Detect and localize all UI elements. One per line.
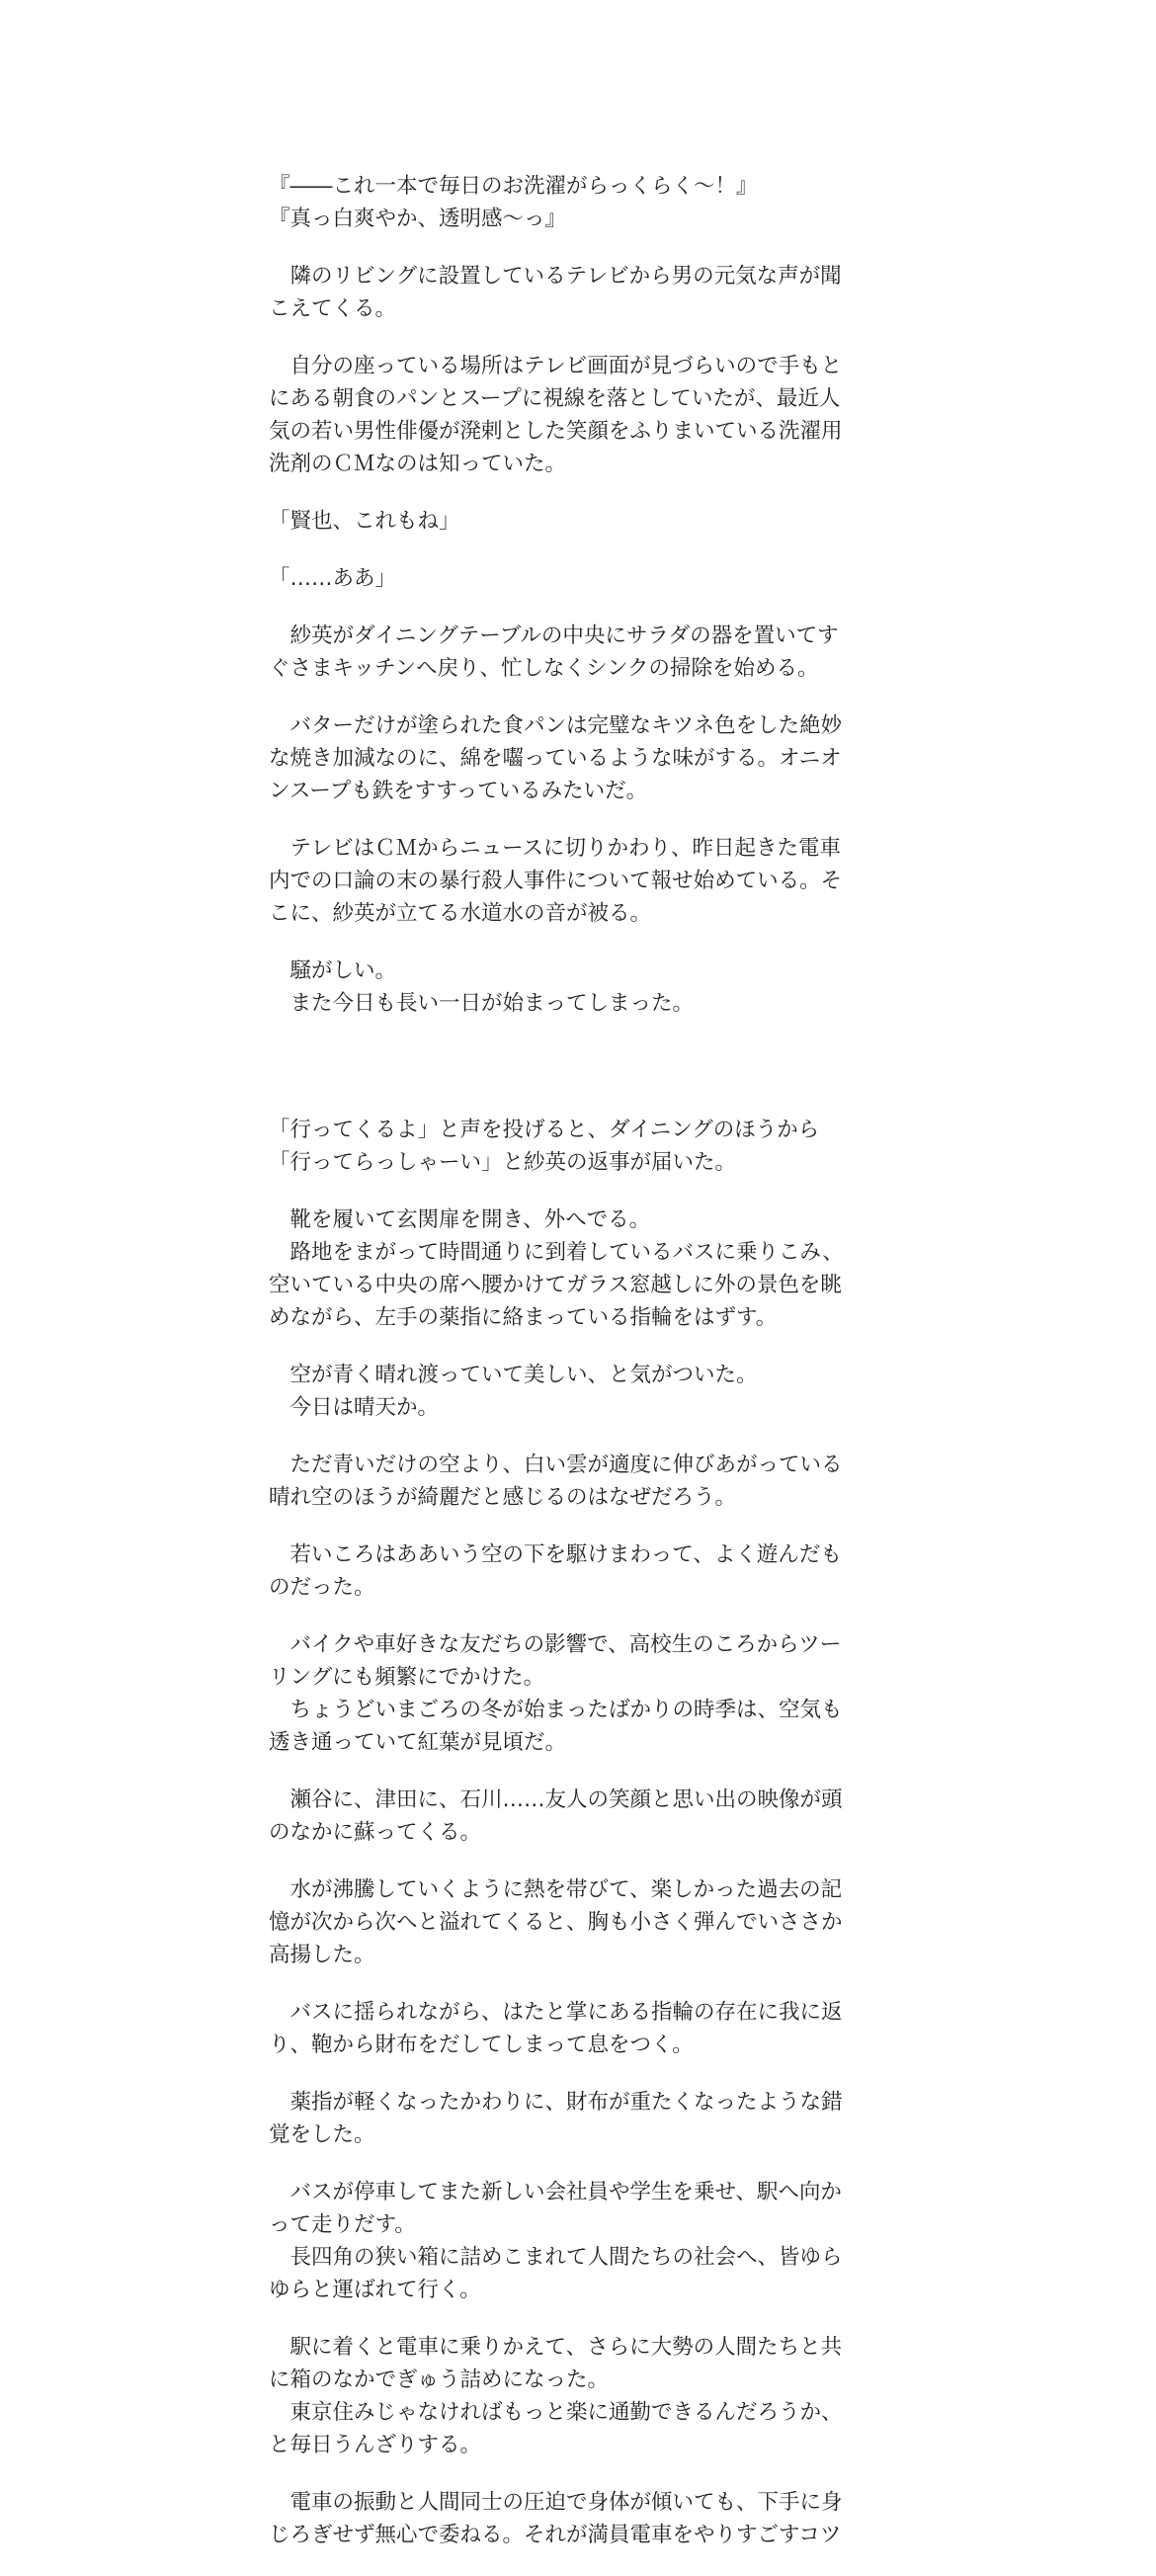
text-line: 『――これ一本で毎日のお洗濯がらっくらく～！』	[269, 174, 758, 199]
text-line: ゆらと運ばれて行く。	[269, 2278, 481, 2302]
text-line: バイクや車好きな友だちの影響で、高校生のころからツー	[269, 1632, 842, 1657]
text-line: 「……ああ」	[269, 566, 397, 591]
text-line: ちょうどいまごろの冬が始まったばかりの時季は、空気も	[269, 1698, 843, 1722]
text-line: 長四角の狭い箱に詰めこまれて人間たちの社会へ、皆ゆら	[269, 2245, 843, 2270]
text-line: 隣のリビングに設置しているテレビから男の元気な声が聞	[269, 264, 842, 289]
text-line: 高揚した。	[269, 1943, 375, 1967]
text-line: 空いている中央の席へ腰かけてガラス窓越しに外の景色を眺	[269, 1273, 842, 1297]
text-line: 自分の座っている場所はテレビ画面が見づらいので手もと	[269, 354, 843, 378]
text-line: 透き通っていて紅葉が見頃だ。	[269, 1730, 567, 1755]
text-line: ンスープも鉄をすすっているみたいだ。	[269, 779, 648, 803]
text-line: 紗英がダイニングテーブルの中央にサラダの器を置いてす	[269, 623, 839, 648]
text-line: 駅に着くと電車に乗りかえて、さらに大勢の人間たちと共	[269, 2335, 843, 2360]
text-line: って走りだす。	[269, 2212, 416, 2237]
text-line: バスが停車してまた新しい会社員や学生を乗せ、駅へ向か	[269, 2180, 842, 2204]
paragraph	[269, 2176, 887, 2306]
text-line: のなかに蘇ってくる。	[269, 1820, 482, 1845]
paragraph	[269, 955, 887, 1020]
text-line: 電車の振動と人間同士の圧迫で身体が傾いても、下手に身	[269, 2490, 843, 2515]
paragraph	[269, 832, 887, 930]
text-line: めながら、左手の薬指に絡まっている指輪をはずす。	[269, 1305, 778, 1330]
text-line: 靴を履いて玄関扉を開き、外へでる。	[269, 1207, 651, 1232]
text-line: 洗剤のＣＭなのは知っていた。	[269, 452, 567, 476]
text-line: にある朝食のパンとスープに視線を落としていたが、最近人	[269, 386, 841, 411]
paragraph	[269, 2331, 887, 2461]
paragraph	[269, 170, 887, 235]
text-line: 「行ってらっしゃーい」と紗英の返事が届いた。	[269, 1150, 737, 1175]
text-line: 騒がしい。	[269, 958, 397, 983]
text-line: と毎日うんざりする。	[269, 2433, 482, 2457]
text-line: 水が沸騰していくように熱を帯びて、楽しかった過去の記	[269, 1877, 843, 1902]
paragraph	[269, 350, 887, 480]
text-line: ただ青いだけの空より、白い雲が適度に伸びあがっている	[269, 1453, 843, 1477]
text-line: 東京住みじゃなければもっと楽に通勤できるんだろうか、	[269, 2400, 843, 2425]
text-line: バターだけが塗られた食パンは完璧なキツネ色をした絶妙	[269, 713, 843, 738]
text-line: 内での口論の末の暴行殺人事件について報せ始めている。そ	[269, 869, 843, 893]
paragraph	[269, 1359, 887, 1424]
text-line: 空が青く晴れ渡っていて美しい、と気がついた。	[269, 1363, 758, 1387]
scene-break	[269, 1044, 887, 1114]
text-line: ぐさまキッチンへ戻り、忙しなくシンクの掃除を始める。	[269, 656, 819, 681]
paragraph	[269, 2086, 887, 2151]
paragraph	[269, 260, 887, 325]
paragraph	[269, 1996, 887, 2061]
text-line: こに、紗英が立てる水道水の音が被る。	[269, 901, 652, 926]
text-line: り、鞄から財布をだしてしまって息をつく。	[269, 2033, 694, 2057]
text-line: 瀬谷に、津田に、石川……友人の笑顔と思い出の映像が頭	[269, 1787, 843, 1812]
paragraph	[269, 562, 887, 595]
paragraph	[269, 620, 887, 685]
paragraph	[269, 1628, 887, 1759]
text-line: 薬指が軽くなったかわりに、財布が重たくなったような錯	[269, 2090, 843, 2115]
paragraph	[269, 1784, 887, 1849]
text-line: 「行ってくるよ」と声を投げると、ダイニングのほうから	[269, 1118, 820, 1142]
novel-page	[269, 170, 887, 2576]
text-line: リングにも頻繁にでかけた。	[269, 1665, 545, 1690]
text-line: こえてくる。	[269, 296, 397, 321]
text-line: 憶が次から次へと溢れてくると、胸も小さく弾んでいささか	[269, 1910, 843, 1935]
text-line: 覚をした。	[269, 2122, 375, 2147]
text-line: 「賢也、これもね」	[269, 509, 460, 534]
text-line: じろぎせず無心で委ねる。それが満員電車をやりすごすコツ	[269, 2523, 842, 2547]
text-line: 晴れ空のほうが綺麗だと感じるのはなぜだろう。	[269, 1485, 737, 1510]
paragraph	[269, 1538, 887, 1604]
paragraph	[269, 2486, 887, 2551]
paragraph	[269, 1873, 887, 1971]
text-line: 路地をまがって時間通りに到着しているバスに乗りこみ、	[269, 1240, 844, 1265]
text-line: 若いころはああいう空の下を駆けまわって、よく遊んだも	[269, 1542, 842, 1567]
text-line: のだった。	[269, 1575, 375, 1600]
text-line: テレビはＣＭからニュースに切りかわり、昨日起きた電車	[269, 836, 841, 861]
text-line: 今日は晴天か。	[269, 1395, 440, 1420]
text-line: また今日も長い一日が始まってしまった。	[269, 991, 695, 1016]
paragraph	[269, 1449, 887, 1514]
paragraph	[269, 1114, 887, 1179]
paragraph	[269, 1204, 887, 1334]
paragraph	[269, 505, 887, 538]
paragraph	[269, 709, 887, 807]
text-line: に箱のなかでぎゅう詰めになった。	[269, 2368, 610, 2392]
text-line: な焼き加減なのに、綿を囓っているような味がする。オニオ	[269, 746, 842, 771]
text-line: バスに揺られながら、はたと掌にある指輪の存在に我に返	[269, 2000, 843, 2025]
text-line: 『真っ白爽やか、透明感～っ』	[269, 207, 567, 231]
text-line: 気の若い男性俳優が溌剌とした笑顔をふりまいている洗濯用	[269, 419, 843, 444]
